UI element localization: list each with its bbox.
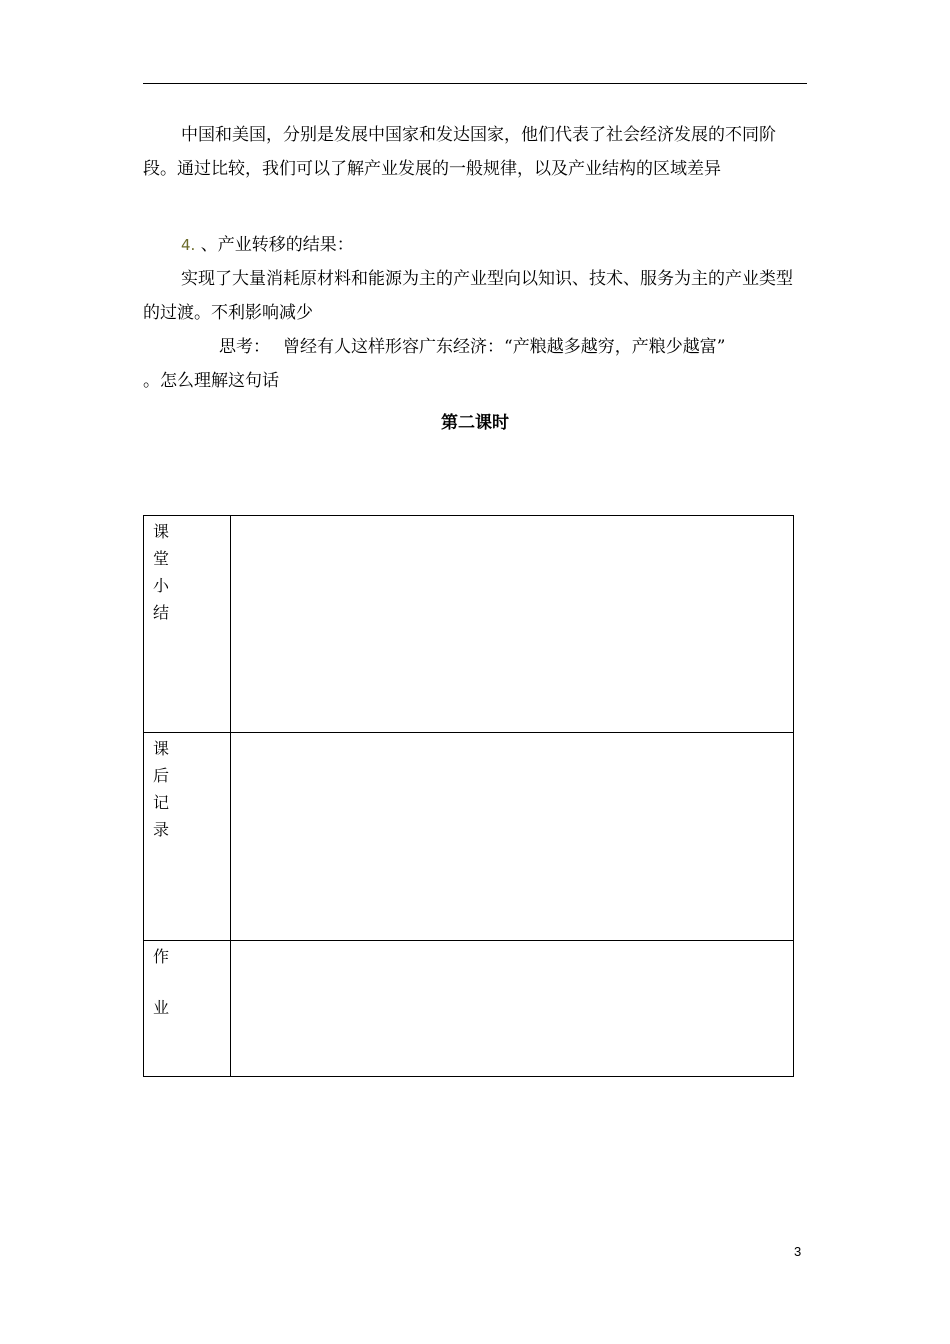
list-item-4 [143,228,807,262]
table-row [144,941,794,1077]
lesson-table [143,515,794,1077]
list-item-heading: 、产业转移的结果： [195,235,354,255]
paragraph-result-text: 实现了大量消耗原材料和能源为主的产业型向以知识、技术、服务为主的产业类型的过渡。不利影响减少 [143,269,793,323]
list-item-number: 4. [181,236,196,254]
notes-content-cell[interactable] [231,733,794,941]
think-question: 曾经有人这样形容广东经济：“产粮越多越穷，产粮少越富” [283,337,726,357]
row-label-homework: 作 业 [144,941,231,1077]
row-label-summary: 课 堂 小 结 [144,516,231,733]
row-label-notes: 课 后 记 录 [144,733,231,941]
paragraph-result [143,262,807,330]
homework-content-cell[interactable] [231,941,794,1077]
table-row [144,516,794,733]
paragraph-comparison [143,118,807,186]
summary-content-cell[interactable] [231,516,794,733]
table-row [144,733,794,941]
think-question-tail: 。怎么理解这句话 [143,371,279,391]
header-rule [143,83,807,84]
page-number: 3 [794,1244,802,1259]
paragraph-comparison-text: 中国和美国，分别是发展中国家和发达国家，他们代表了社会经济发展的不同阶段。通过比较，我们可以了解产业发展的一般规律，以及产业结构的区域差异 [143,125,776,179]
paragraph-think [143,330,807,398]
think-label: 思考： [219,337,270,357]
section-title: 第二课时 [441,413,509,433]
